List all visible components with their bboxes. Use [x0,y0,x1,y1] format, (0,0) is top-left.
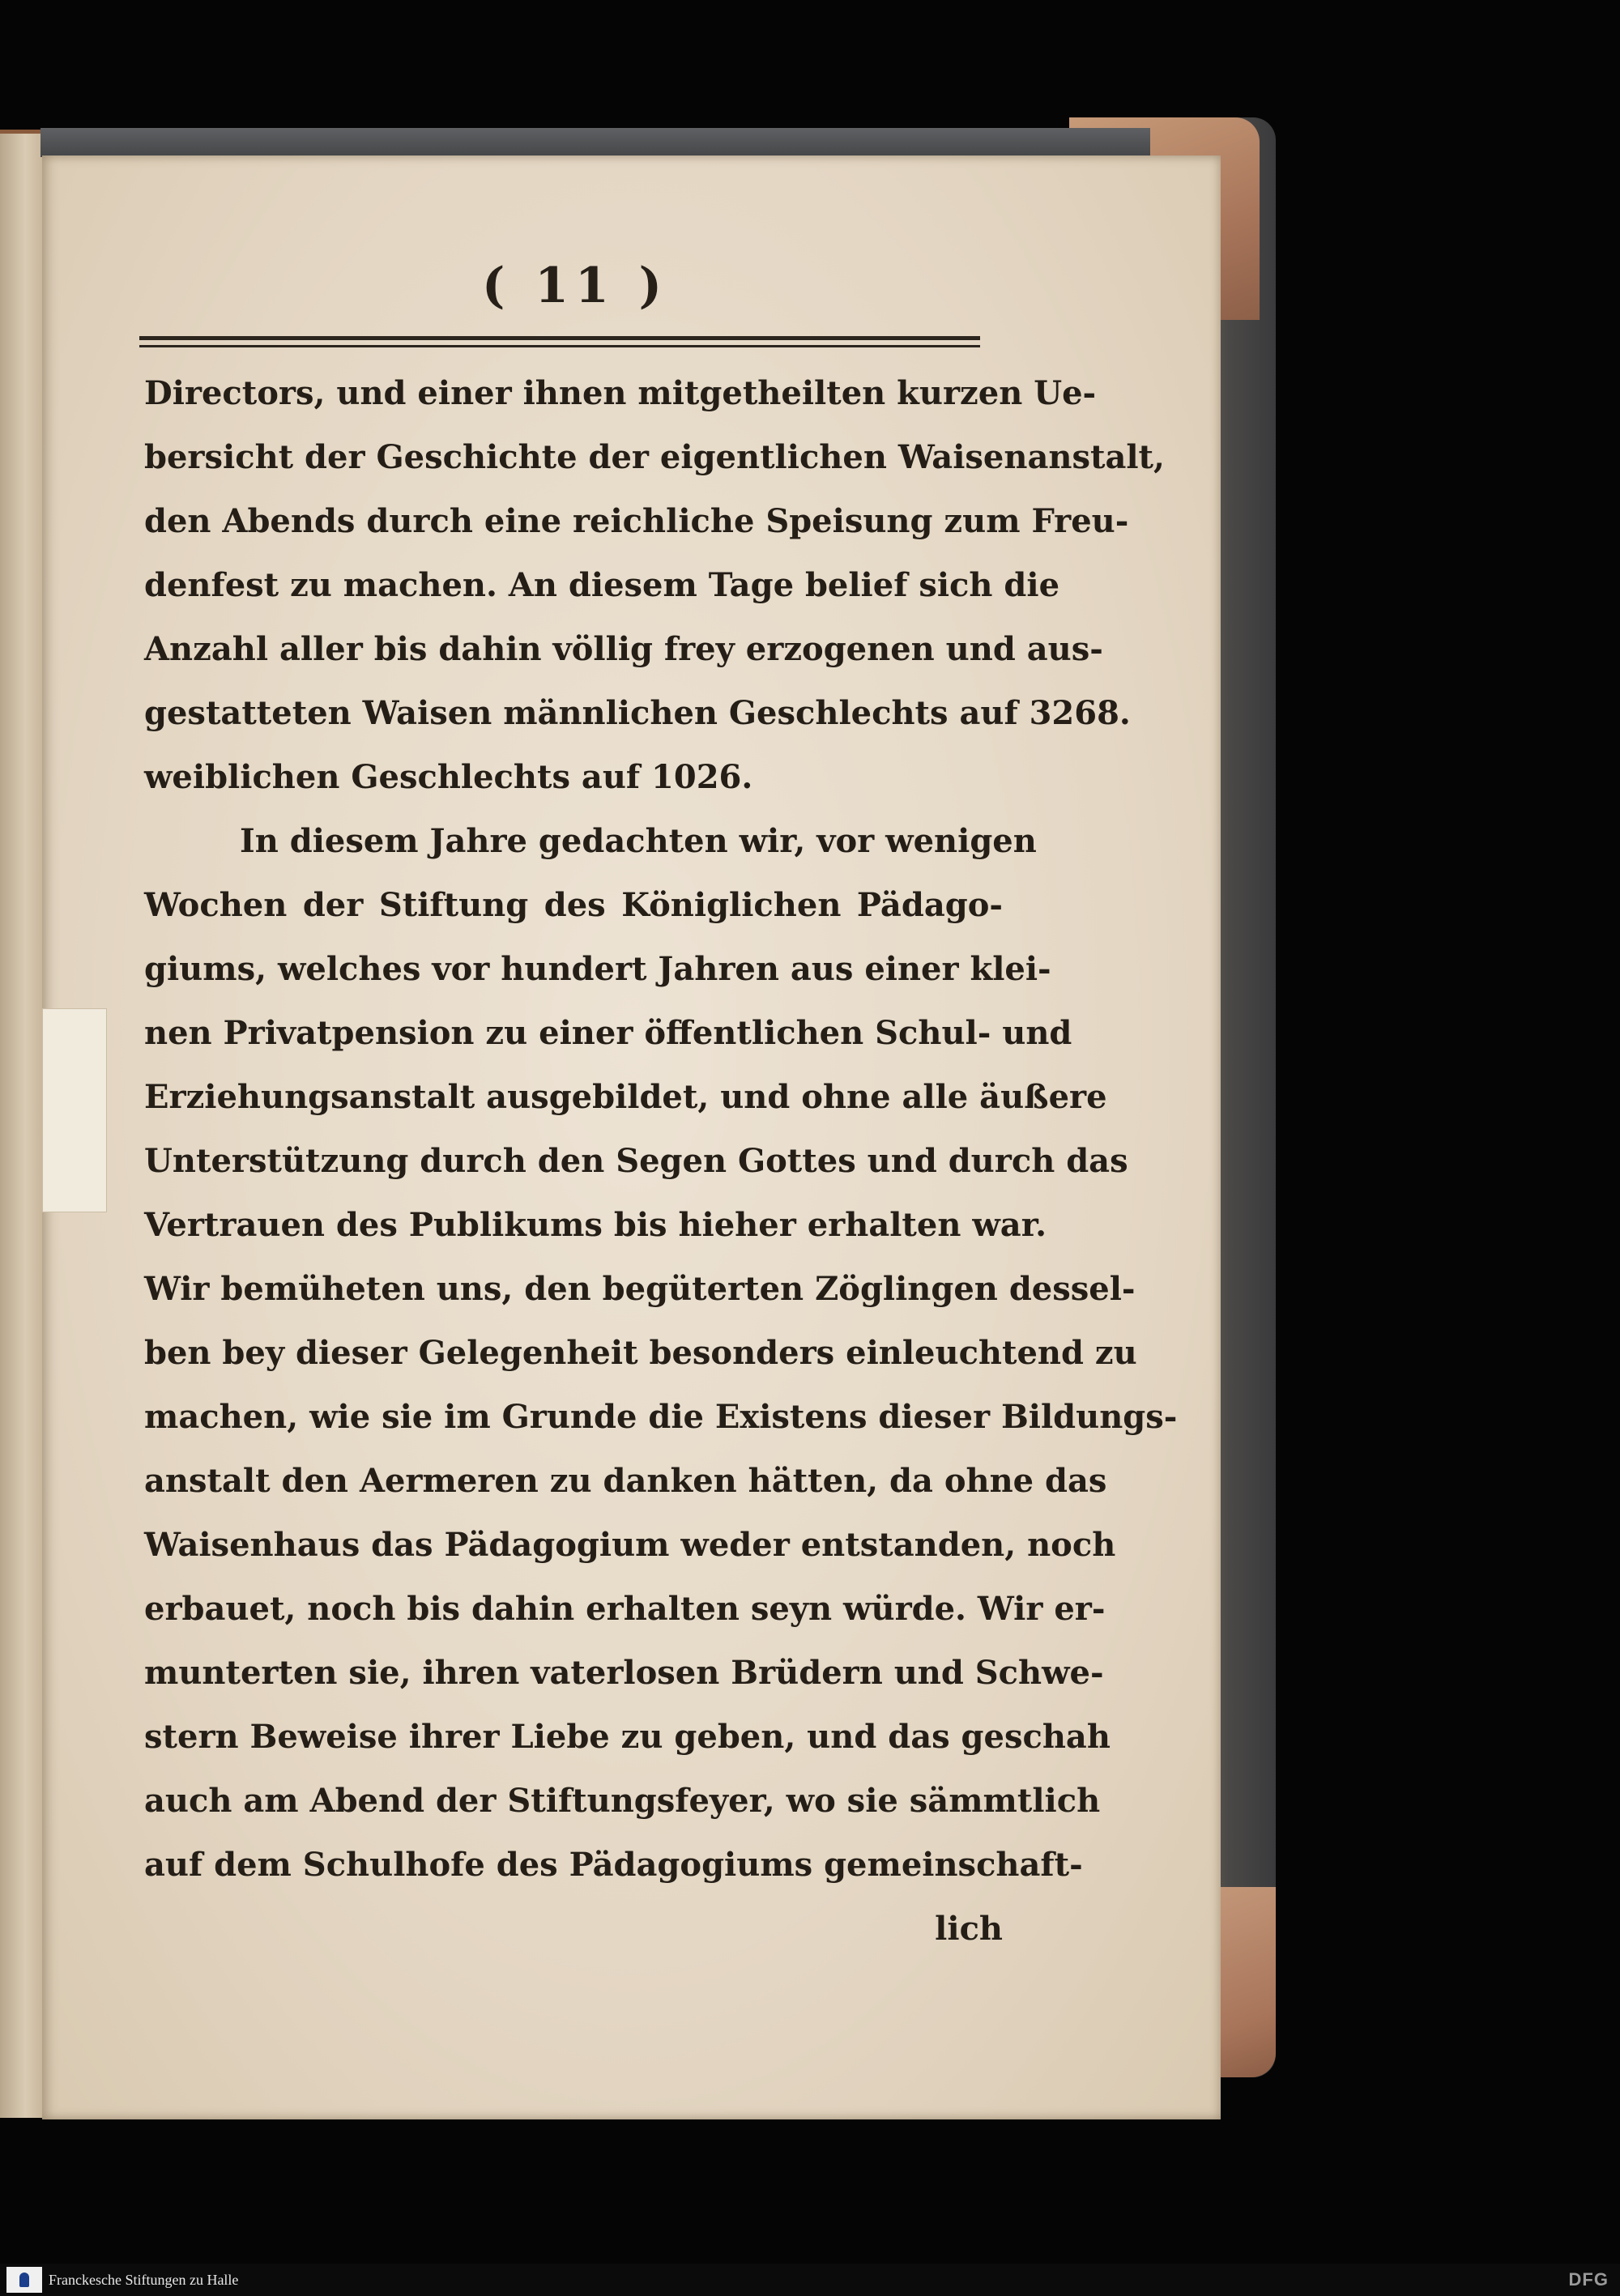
body-text [144,361,1178,1961]
text-line: machen, wie sie im Grunde die Existens dieser Bildungs- [144,1398,1178,1436]
text-line: In diesem Jahre gedachten wir, vor wenigen [240,822,1037,860]
text-line: Wochen der Stiftung des Königlichen Pädago- [144,886,1003,924]
text-line: denfest zu machen. An diesem Tage belief sich die [144,566,1060,604]
page-number: ( 11 ) [481,258,669,314]
text-line: gestatteten Waisen männlichen Geschlechts auf 3268. [144,694,1131,732]
francke-logo-icon [6,2267,42,2293]
text-line: ben bey dieser Gelegenheit besonders einleuchtend zu [144,1334,1137,1372]
text-line: Erziehungsanstalt ausgebildet, und ohne alle äußere [144,1078,1107,1116]
dfg-logo[interactable]: DFG [1568,2269,1609,2290]
text-line: auch am Abend der Stiftungsfeyer, wo sie sämmtlich [144,1782,1101,1820]
text-line: erbauet, noch bis dahin erhalten seyn würde. Wir er- [144,1590,1106,1628]
text-line: bersicht der Geschichte der eigentlichen Waisenanstalt, [144,438,1165,476]
text-line: anstalt den Aermeren zu danken hätten, da ohne das [144,1462,1107,1500]
text-line: munterten sie, ihren vaterlosen Brüdern und Schwe- [144,1654,1104,1692]
logo-mark [19,2273,29,2287]
catchword: lich [935,1910,1003,1948]
cover-top-band [40,128,1150,157]
text-line: Anzahl aller bis dahin völlig frey erzogenen und aus- [144,630,1103,668]
header-rule [139,336,980,347]
text-line: weiblichen Geschlechts auf 1026. [144,758,753,796]
text-line: Directors, und einer ihnen mitgetheilten kurzen Ue- [144,374,1097,412]
text-line: den Abends durch eine reichliche Speisung zum Freu- [144,502,1129,540]
text-line: Wir bemüheten uns, den begüterten Zöglingen dessel- [144,1270,1136,1308]
text-line: Vertrauen des Publikums bis hieher erhalten war. [144,1206,1047,1244]
text-line: Waisenhaus das Pädagogium weder entstanden, noch [144,1526,1116,1564]
text-line: giums, welches vor hundert Jahren aus einer klei- [144,950,1051,988]
text-line: auf dem Schulhofe des Pädagogiums gemeinschaft- [144,1846,1083,1884]
text-line: Unterstützung durch den Segen Gottes und durch das [144,1142,1128,1180]
footer-institution[interactable]: Franckesche Stiftungen zu Halle [49,2272,239,2288]
viewer-footer [0,2264,1620,2296]
paper-slip [42,1008,107,1212]
left-page-edge [0,134,42,2118]
text-line: stern Beweise ihrer Liebe zu geben, und das geschah [144,1718,1111,1756]
text-line: nen Privatpension zu einer öffentlichen Schul- und [144,1014,1072,1052]
